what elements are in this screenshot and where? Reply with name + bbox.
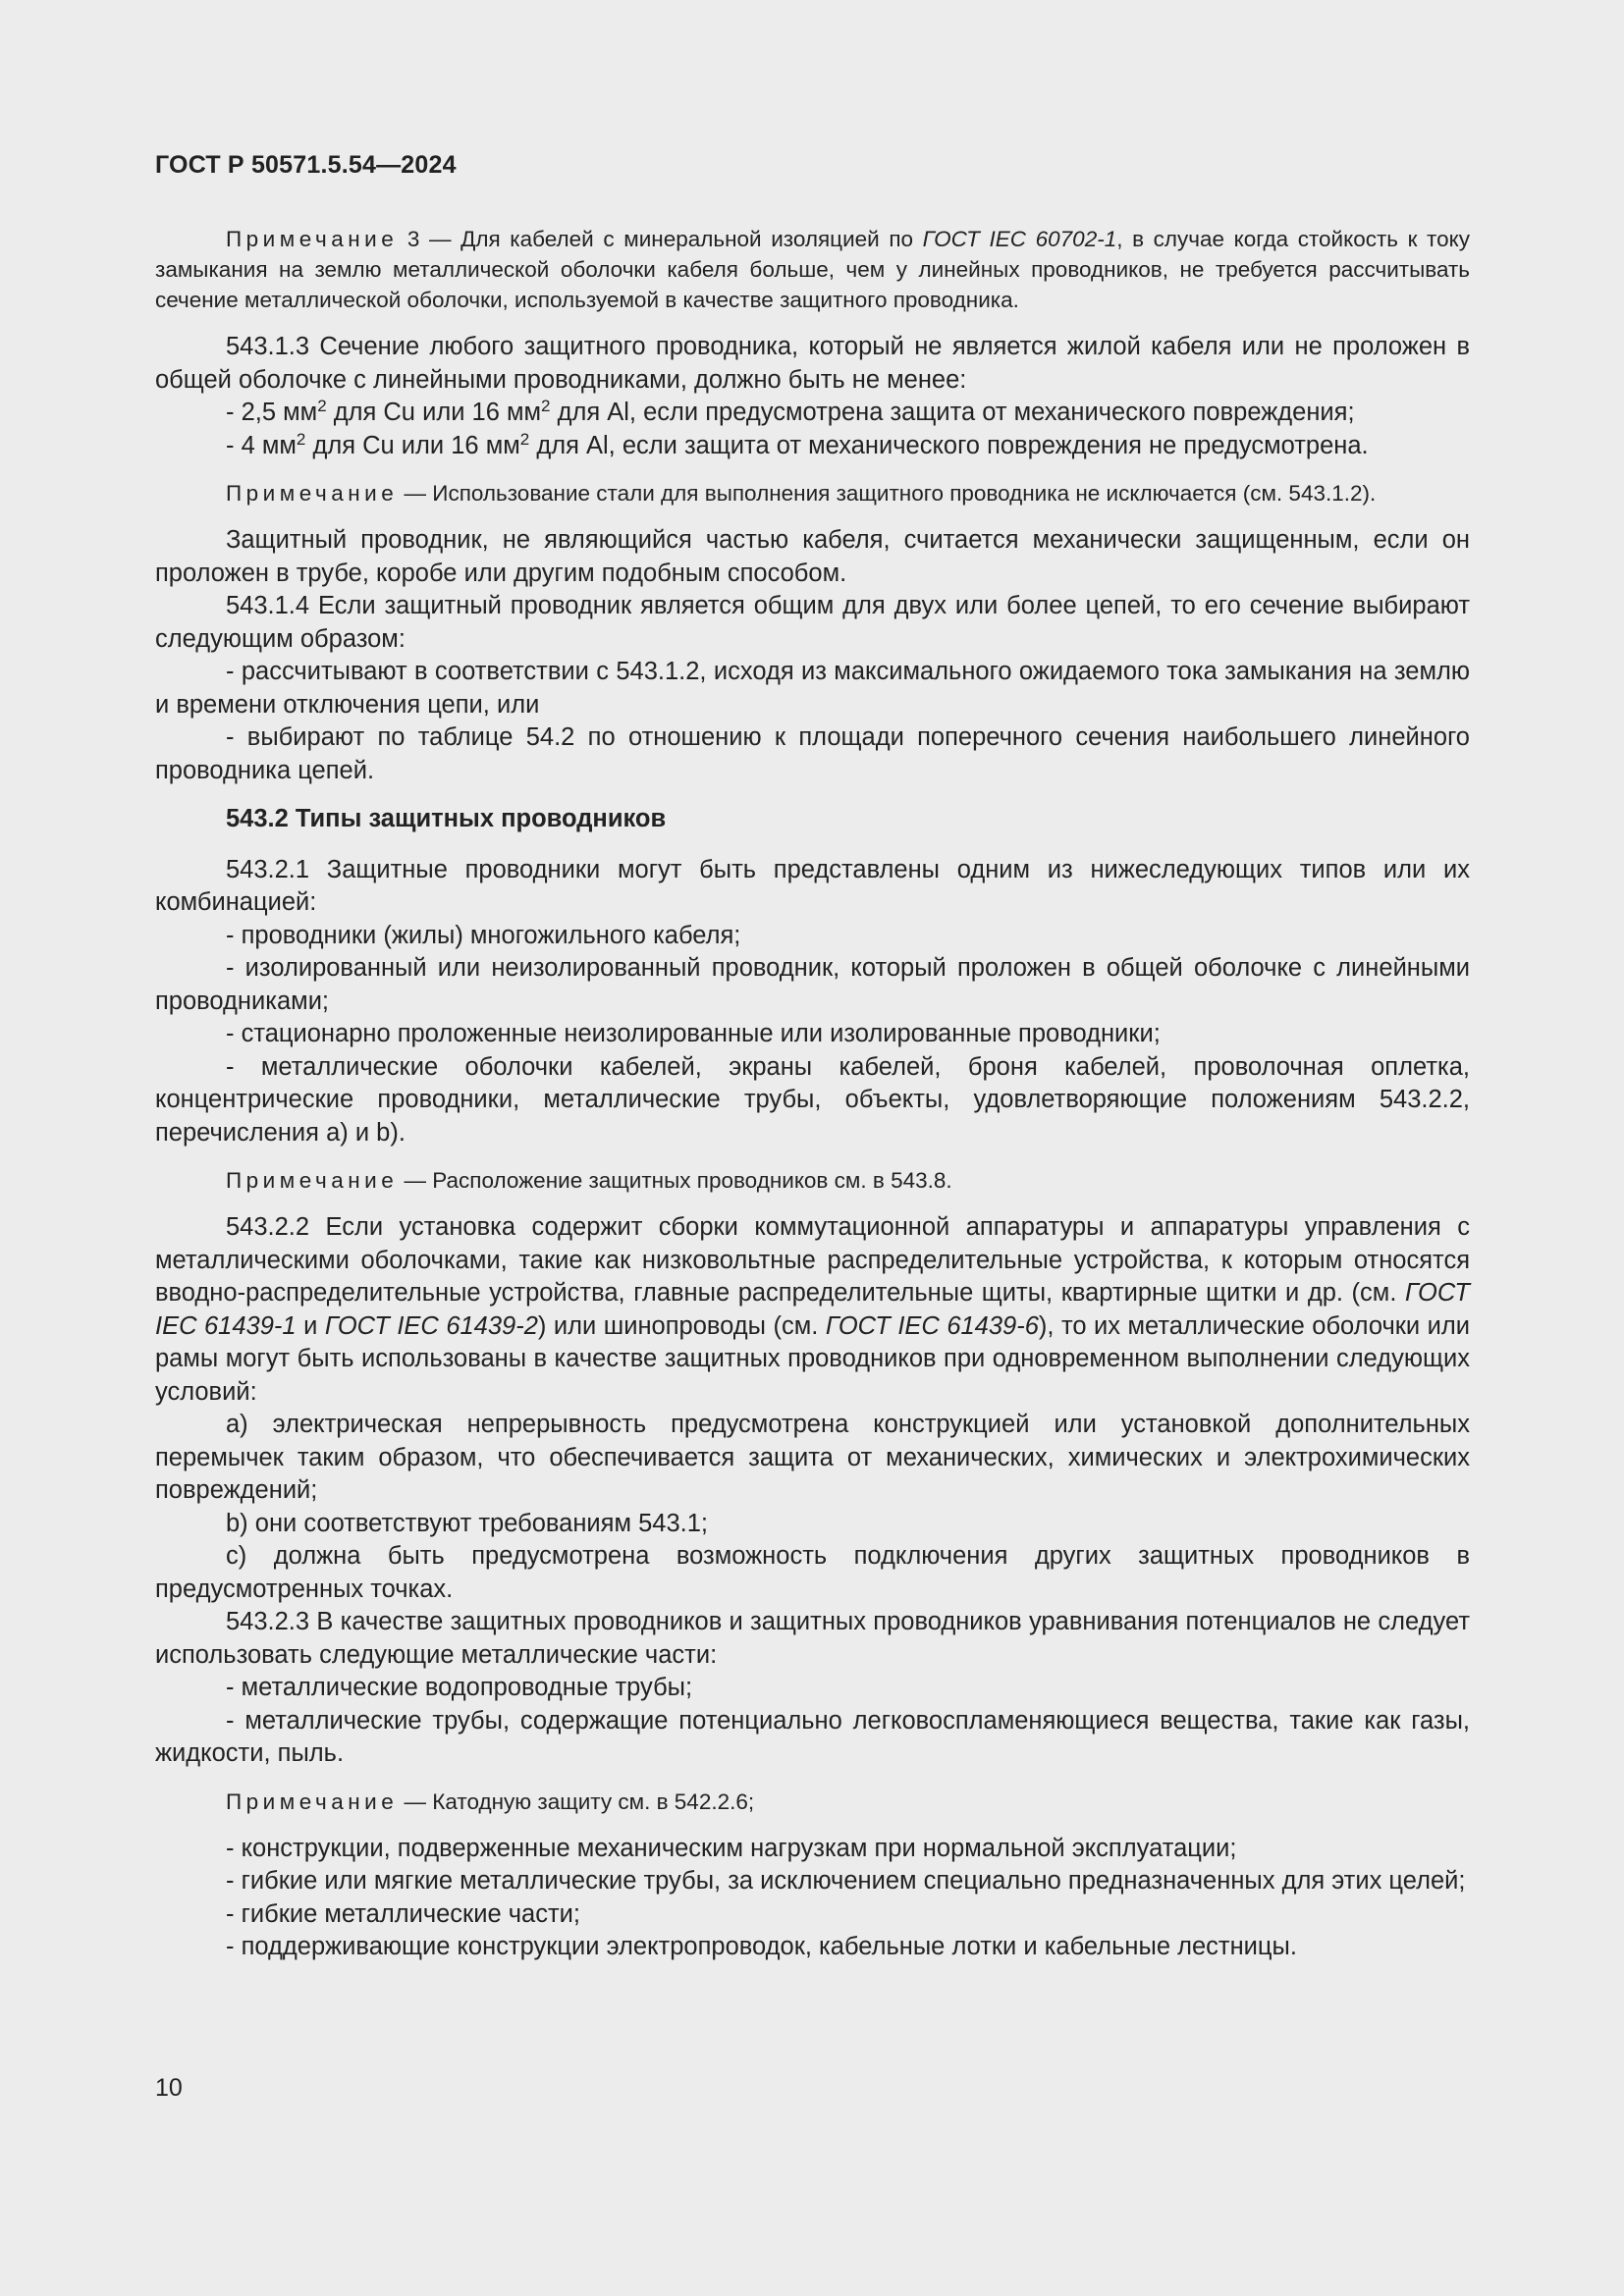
clause-543-1-4: 543.1.4 Если защитный проводник является общим для двух или более цепей, то его сечение выбирают следующим образом: [155,592,1470,653]
standard-reference: ГОСТ IEC 61439-6 [825,1311,1039,1340]
list-item-cores: - проводники (жилы) многожильного кабеля; [226,921,741,949]
paragraph-protected-conductor: Защитный проводник, не являющийся частью кабеля, считается механически защищенным, если он проложен в трубе, коробе или другим подобным способом. [155,526,1470,587]
list-item-text: для Al, если защита от механического повреждения не предусмотрена. [529,431,1369,459]
clause-text: ) или шинопроводы (см. [537,1311,819,1340]
list-item-text: для Al, если предусмотрена защита от механического повреждения; [550,399,1355,426]
note-label: Примечание [226,1168,399,1193]
note-3 [155,224,1470,315]
note-dash: — [404,481,426,506]
note-label: Примечание [226,481,399,506]
condition-a: a) электрическая непрерывность предусмотрена конструкцией или установкой дополнительных перемычек таким образом, что обеспечивается защита от механических, химических и электрохимических повреждений; [155,1411,1470,1504]
note-label: Примечание [226,227,399,251]
note-text: Катодную защиту см. в 542.2.6; [432,1789,755,1814]
note-dash: — [404,1789,426,1814]
clause-text: ), то их металлические оболочки или рамы могут быть использованы в качестве защитных проводников при одновременном выполнении следующих условий: [155,1311,1470,1406]
list-item-text: - 2,5 мм [226,399,318,426]
note-dash: — [404,1168,426,1193]
clause-543-2-1: 543.2.1 Защитные проводники могут быть представлены одним из нижеследующих типов или их комбинацией: [155,855,1470,916]
clause-543-1-3: 543.1.3 Сечение любого защитного проводника, который не является жилой кабеля или не проложен в общей оболочке с линейными проводниками, должно быть не менее: [155,333,1470,394]
superscript: 2 [541,397,551,415]
list-item-text: - 4 мм [226,431,297,459]
note-location [155,1165,1470,1196]
list-item-sheaths: - металлические оболочки кабелей, экраны кабелей, броня кабелей, проволочная оплетка, концентрические проводники, металлические трубы, объекты, удовлетворяющие положениям 543.2.2, перечисления a) и b). [155,1052,1470,1147]
standard-reference: ГОСТ IEC 60702-1 [922,227,1117,251]
note-text: Расположение защитных проводников см. в 543.8. [432,1168,952,1193]
standard-reference: ГОСТ IEC 61439-1 [155,1279,1471,1340]
standard-reference: ГОСТ IEC 61439-2 [324,1311,538,1340]
document-body [155,224,1470,1964]
superscript: 2 [519,429,530,449]
clause-text: 543.2.2 Если установка содержит сборки коммутационной аппаратуры и аппаратуры управления с металлическими оболочками, такие как низковольтные распределительные устройства, к которым относятся вводно-распределительные устройства, главные распределительные щиты, квартирные щитки и др. (см. [155,1213,1470,1307]
list-item-cu-4 [155,430,1470,463]
list-item-flexible-pipes: - гибкие или мягкие металлические трубы, за исключением специально предназначенных для этих целей; [226,1867,1466,1895]
note-steel [155,478,1470,508]
superscript: 2 [296,429,306,449]
note-label: Примечание [226,1789,399,1814]
list-item-fixed: - стационарно проложенные неизолированные или изолированные проводники; [226,1020,1161,1047]
note-cathodic [155,1787,1470,1817]
list-item-cu-2-5 [155,397,1470,430]
list-item-table: - выбирают по таблице 54.2 по отношению к площади поперечного сечения наибольшего линейного проводника цепей. [155,723,1470,784]
note-text: Использование стали для выполнения защитного проводника не исключается (см. 543.1.2). [432,481,1377,506]
note-number: 3 — [406,227,452,251]
page-number: 10 [155,2074,183,2102]
list-item-structures: - конструкции, подверженные механическим нагрузкам при нормальной эксплуатации; [226,1834,1237,1862]
condition-c: c) должна быть предусмотрена возможность подключения других защитных проводников в предусмотренных точках. [155,1542,1470,1603]
note-text-part: Для кабелей с минеральной изоляцией по [460,227,914,251]
list-item-text: для Cu или 16 мм [305,431,520,459]
list-item-calculate: - рассчитывают в соответствии с 543.1.2, исходя из максимального ожидаемого тока замыкания на землю и времени отключения цепи, или [155,658,1470,719]
list-item-supports: - поддерживающие конструкции электропроводок, кабельные лотки и кабельные лестницы. [226,1933,1297,1960]
note-text-part: , в случае когда стойкость к току замыкания на землю металлической оболочки кабеля больше, чем у линейных проводников, не требуется рассчитывать сечение металлической оболочки, используемой в качестве защитного проводника. [155,227,1470,312]
clause-543-2-2 [155,1211,1470,1409]
section-heading-543-2: 543.2 Типы защитных проводников [226,805,667,832]
list-item-insulated: - изолированный или неизолированный проводник, который проложен в общей оболочке с линейными проводниками; [155,954,1470,1015]
list-item-water-pipes: - металлические водопроводные трубы; [226,1674,693,1701]
list-item-flexible-parts: - гибкие металлические части; [226,1899,580,1928]
superscript: 2 [317,397,327,415]
clause-text: и [296,1311,325,1340]
condition-b: b) они соответствуют требованиям 543.1; [226,1509,708,1537]
clause-543-2-3: 543.2.3 В качестве защитных проводников и защитных проводников уравнивания потенциалов не следует использовать следующие металлические части: [155,1608,1470,1669]
list-item-text: для Cu или 16 мм [326,399,542,426]
list-item-flammable-pipes: - металлические трубы, содержащие потенциально легковоспламеняющиеся вещества, такие как газы, жидкости, пыль. [155,1706,1470,1767]
document-code-header: ГОСТ Р 50571.5.54—2024 [155,151,457,179]
